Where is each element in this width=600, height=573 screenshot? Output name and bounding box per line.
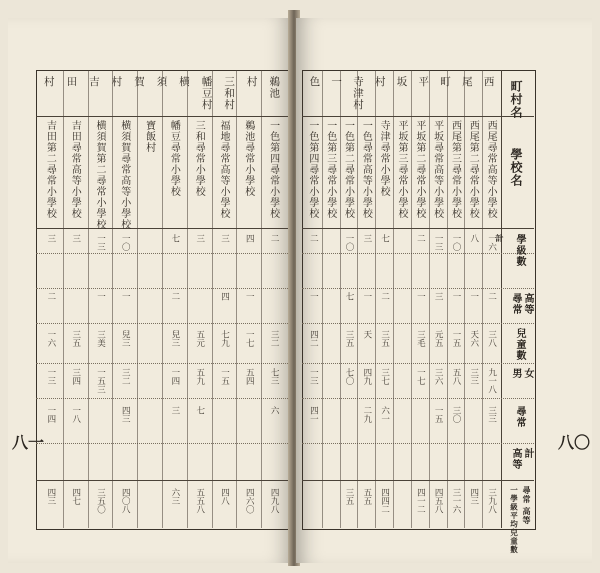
table-cell: 三五: [70, 330, 81, 347]
table-cell: 二九: [361, 406, 372, 423]
table-cell: 一五: [450, 330, 461, 347]
table-cell: 一〇: [344, 234, 355, 251]
column-divider: [393, 70, 394, 528]
table-cell: 一六: [486, 234, 497, 251]
village-name: 田: [65, 76, 78, 88]
table-cell: 五五八: [194, 488, 205, 514]
school-name: 一色第四尋常小學校: [306, 120, 318, 219]
table-cell: 三七: [379, 368, 390, 385]
column-divider: [112, 70, 113, 528]
table-cell: 三: [194, 234, 205, 243]
table-cell: 三五: [344, 330, 355, 347]
school-name: 一色尋常高等小學校: [360, 120, 372, 219]
open-book: [8, 10, 596, 566]
right-header-rule: [302, 116, 534, 117]
table-cell: 三〇: [450, 406, 461, 423]
table-cell: 四三: [120, 406, 131, 423]
table-cell: 三一六: [450, 488, 461, 514]
table-cell: 七: [169, 234, 180, 243]
column-divider: [482, 70, 483, 528]
left-page: [8, 18, 292, 563]
table-cell: 六一: [379, 406, 390, 423]
table-cell: 兒三: [120, 330, 131, 347]
table-cell: 五元: [194, 330, 205, 347]
table-cell: 一三: [45, 368, 56, 385]
table-cell: 天六: [468, 330, 479, 347]
village-name: 村: [110, 76, 123, 88]
school-name: 西尾第二尋常小學校: [467, 120, 479, 219]
table-cell: 七: [344, 292, 355, 301]
table-cell: 四五八: [433, 488, 444, 514]
village-name: 鵜池: [268, 76, 281, 99]
village-name: 色: [308, 76, 321, 88]
column-divider: [375, 70, 376, 528]
village-name: 村: [42, 76, 55, 88]
table-cell: 四三: [45, 488, 56, 505]
table-cell: 兒三: [169, 330, 180, 347]
school-name: 福地尋常高等小學校: [218, 120, 229, 219]
village-name: 寺津村: [351, 76, 364, 111]
table-cell: 三九八: [486, 488, 497, 514]
column-divider: [162, 70, 163, 528]
village-name: 三和村: [223, 76, 236, 111]
header-avg-higher: 高等: [522, 507, 532, 525]
header-grade: 學級數: [514, 234, 525, 267]
right-school-rule: [302, 228, 534, 229]
table-cell: 一八: [70, 406, 81, 423]
table-cell: 五九: [194, 368, 205, 385]
right-page: [296, 18, 592, 563]
table-cell: 四一二: [415, 488, 426, 514]
table-cell: 一七: [244, 330, 255, 347]
table-cell: 一七: [415, 368, 426, 385]
village-name: 幡豆村: [200, 76, 213, 111]
table-cell: 三美: [95, 330, 106, 347]
table-cell: 四四二: [379, 488, 390, 514]
table-cell: 一: [308, 292, 319, 301]
table-cell: 一五: [219, 368, 230, 385]
school-name: 一色第三尋常小學校: [324, 120, 336, 219]
table-cell: 三四: [70, 368, 81, 385]
column-divider: [88, 70, 89, 528]
table-cell: 三: [70, 234, 81, 243]
village-name: 賀: [132, 76, 145, 88]
header-pupils-higher: 高等: [510, 448, 521, 470]
header-average: 一學級平均兒童數: [509, 486, 519, 554]
table-cell: 三: [219, 234, 230, 243]
table-cell: 四九八: [269, 488, 280, 514]
school-name: 一色第四尋常小學校: [267, 120, 279, 219]
table-cell: 六: [269, 406, 280, 415]
table-cell: 一: [95, 292, 106, 301]
table-cell: 三五: [344, 488, 355, 505]
table-cell: 一〇: [120, 234, 131, 251]
column-divider: [236, 70, 237, 528]
column-divider: [429, 70, 430, 528]
table-cell: 七: [194, 406, 205, 415]
table-cell: 一五三: [95, 368, 106, 394]
table-cell: 七: [379, 234, 390, 243]
school-name: 平坂尋常高等小學校: [431, 120, 443, 219]
column-divider: [464, 70, 465, 528]
table-cell: 九一八: [486, 368, 497, 394]
column-divider: [411, 70, 412, 528]
school-name: 西尾尋常高等小學校: [485, 120, 497, 219]
column-divider: [447, 70, 448, 528]
table-cell: 四八: [219, 488, 230, 505]
table-cell: 二: [415, 234, 426, 243]
school-name: 寺津尋常小學校: [378, 120, 390, 197]
table-cell: 七九: [219, 330, 230, 347]
column-divider: [63, 70, 64, 528]
table-cell: 一: [361, 292, 372, 301]
table-cell: 二: [169, 292, 180, 301]
table-cell: 二: [308, 234, 319, 243]
village-name: 坂: [395, 76, 408, 88]
school-name: 吉田第二尋常小學校: [44, 120, 56, 219]
table-cell: 四: [244, 234, 255, 243]
village-name: 一: [330, 76, 343, 88]
column-divider: [322, 70, 323, 528]
table-cell: 一: [120, 292, 131, 301]
header-female: 女: [522, 368, 533, 379]
table-cell: 元五: [433, 330, 444, 347]
header-grade-total: 計: [495, 234, 505, 243]
table-cell: 一: [415, 292, 426, 301]
village-name: 町: [439, 76, 452, 88]
table-cell: 三八: [486, 330, 497, 347]
village-name: 村: [373, 76, 386, 88]
table-cell: 五四: [244, 368, 255, 385]
village-name: 吉: [87, 76, 100, 88]
school-name: 幡豆尋常小學校: [168, 120, 180, 197]
column-divider: [212, 70, 213, 528]
table-cell: 三: [45, 234, 56, 243]
table-cell: 四七: [70, 488, 81, 505]
village-name: 須: [155, 76, 168, 88]
header-grade-regular: 尋常: [510, 293, 521, 315]
table-cell: 七三: [269, 368, 280, 385]
column-divider: [340, 70, 341, 528]
table-cell: 四九: [361, 368, 372, 385]
table-cell: 七〇: [344, 368, 355, 385]
table-cell: 三五〇: [95, 488, 106, 514]
table-cell: 三: [433, 292, 444, 301]
table-cell: 五八: [450, 368, 461, 385]
table-cell: 四〇八: [120, 488, 131, 514]
right-average-rule: [302, 480, 534, 481]
table-cell: 三: [361, 234, 372, 243]
header-school: 學校名: [509, 148, 523, 187]
column-divider: [187, 70, 188, 528]
table-cell: 三二: [269, 330, 280, 347]
school-name: 三和尋常小學校: [193, 120, 205, 197]
header-avg-regular: 尋常: [522, 486, 532, 504]
table-cell: 四六〇: [244, 488, 255, 514]
table-cell: 四三: [468, 488, 479, 505]
table-cell: 一四: [45, 406, 56, 423]
left-page-number: 八一: [12, 433, 45, 452]
table-cell: 一五: [433, 406, 444, 423]
school-name: 一色第二尋常小學校: [342, 120, 354, 219]
table-cell: 三六: [433, 368, 444, 385]
table-cell: 二: [379, 292, 390, 301]
table-cell: 一: [244, 292, 255, 301]
table-cell: 三五: [379, 330, 390, 347]
table-cell: 六三: [169, 488, 180, 505]
header-male: 男: [510, 368, 521, 379]
header-pupils: 兒童數: [514, 328, 525, 361]
table-cell: 一四: [169, 368, 180, 385]
header-village: 町村名: [509, 80, 523, 119]
table-cell: 三: [169, 406, 180, 415]
table-cell: 一三: [95, 234, 106, 251]
school-name: 西尾第三尋常小學校: [449, 120, 461, 219]
table-cell: 三三: [486, 406, 497, 423]
table-cell: 三毛: [415, 330, 426, 347]
village-name: 横: [178, 76, 191, 88]
table-cell: 四一: [308, 406, 319, 423]
table-cell: 三二: [120, 368, 131, 385]
column-divider: [357, 70, 358, 528]
column-divider: [261, 70, 262, 528]
right-page-number: 八〇: [558, 433, 591, 452]
table-cell: 四二: [308, 330, 319, 347]
header-grade-higher: 高等: [522, 293, 533, 315]
table-cell: 一: [450, 292, 461, 301]
table-cell: 一: [468, 292, 479, 301]
table-cell: 二: [269, 234, 280, 243]
table-cell: 二: [486, 292, 497, 301]
column-divider: [137, 70, 138, 528]
village-name: 尾: [460, 76, 473, 88]
table-cell: 一三: [308, 368, 319, 385]
school-name: 寶飯村: [143, 120, 155, 153]
table-cell: 二: [45, 292, 56, 301]
table-cell: 三三: [468, 368, 479, 385]
header-pupils-regular: 尋常: [514, 406, 525, 428]
school-name: 横須賀第二尋常小學校: [94, 120, 105, 230]
school-name: 吉田尋常高等小學校: [69, 120, 81, 219]
school-name: 平坂第三尋常小學校: [396, 120, 407, 219]
header-total: 計: [522, 448, 533, 459]
table-cell: 四: [219, 292, 230, 301]
school-name: 鵜池尋常小學校: [242, 120, 254, 197]
table-cell: 一六: [45, 330, 56, 347]
table-cell: 一〇: [450, 234, 461, 251]
table-cell: 八: [468, 234, 479, 243]
table-cell: 一三: [433, 234, 444, 251]
school-name: 横須賀尋常高等小學校: [118, 120, 130, 230]
school-name: 平坂第二尋常小學校: [413, 120, 425, 219]
village-name: 西: [482, 76, 495, 88]
table-cell: 天: [361, 330, 372, 339]
village-name: 村: [245, 76, 258, 88]
table-cell: 五五: [361, 488, 372, 505]
village-name: 平: [417, 76, 430, 88]
